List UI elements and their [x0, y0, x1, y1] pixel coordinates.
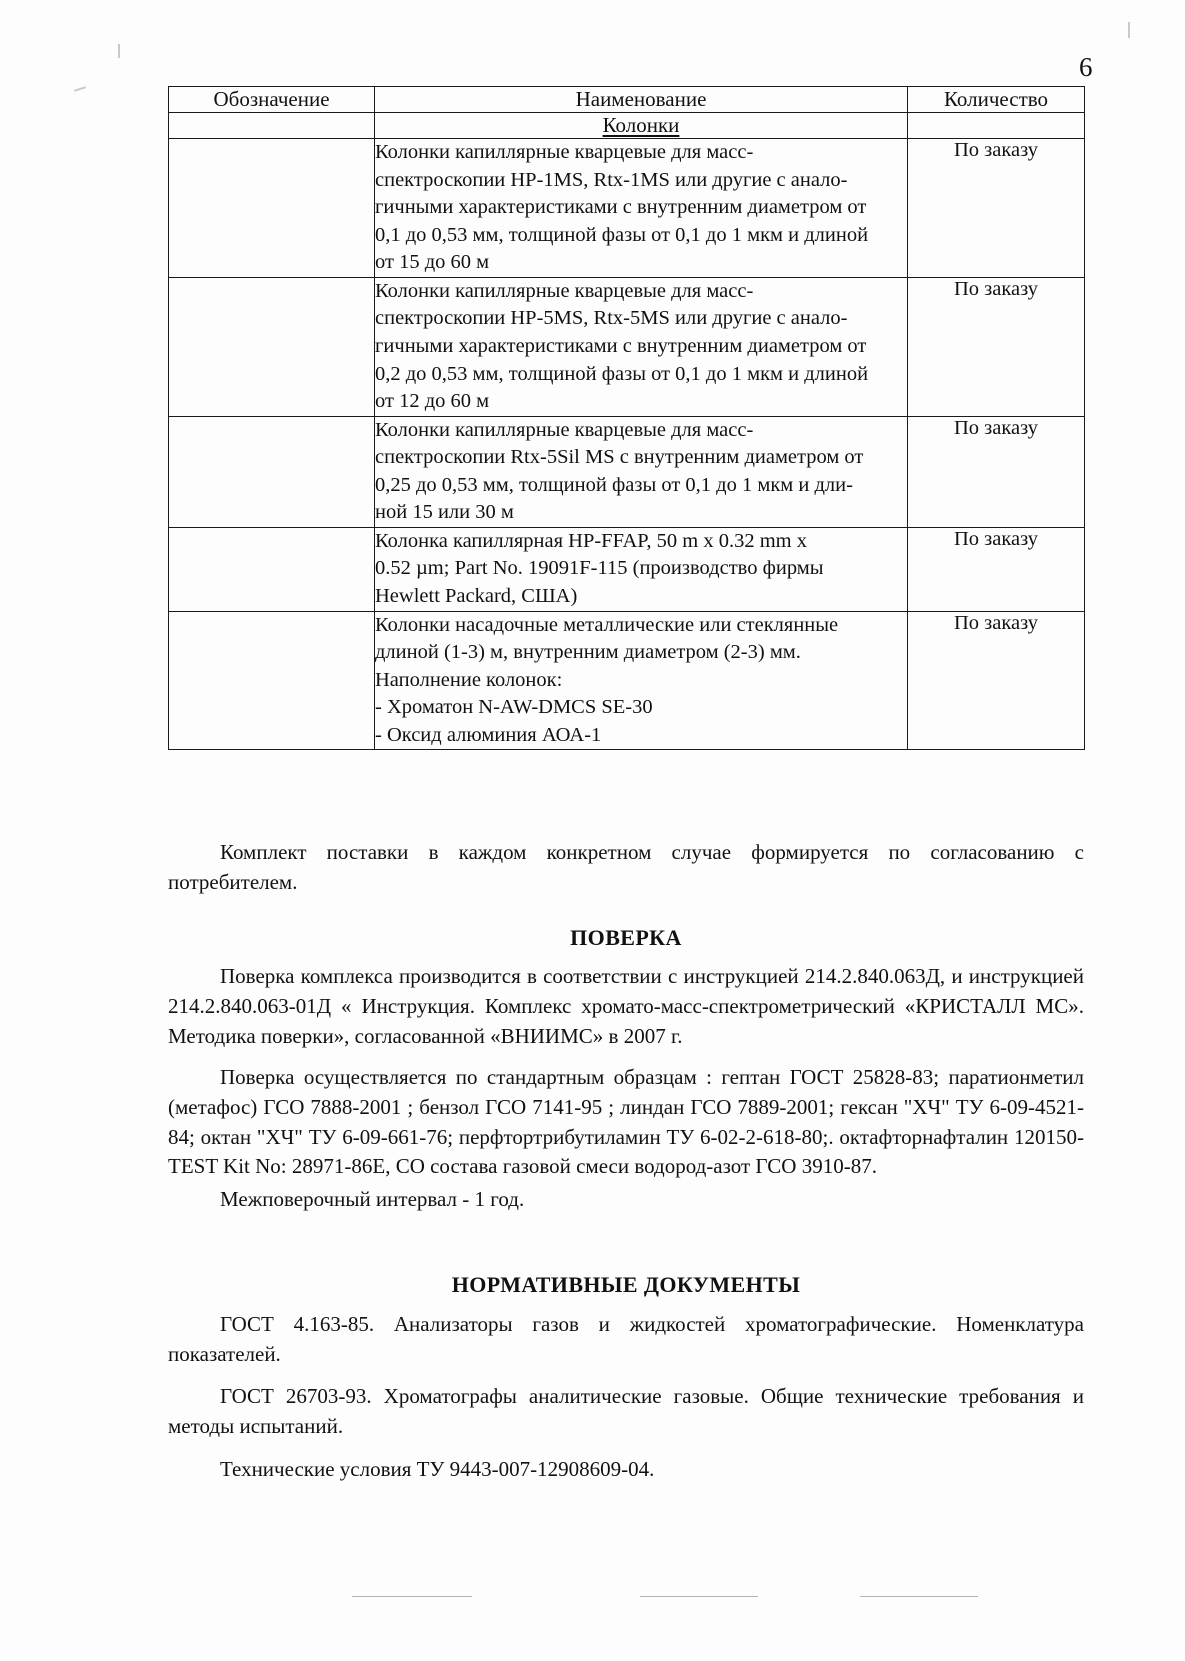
cell-text-line: ной 15 или 30 м — [375, 501, 514, 524]
header-name: Наименование — [375, 87, 908, 113]
section-quantity-cell — [908, 113, 1085, 139]
cell-text-line: Колонки насадочные металлические или стеклянные — [375, 613, 839, 636]
row-name-cell — [375, 527, 908, 611]
cell-text-line: Наполнение колонок: — [375, 668, 563, 691]
cell-text-line: 0,2 до 0,53 мм, толщиной фазы от 0,1 до 1 мкм и длиной — [375, 362, 869, 385]
cell-text-line: от 15 до 60 м — [375, 251, 490, 274]
row-name-cell — [375, 139, 908, 278]
cell-text-line: Колонки капиллярные кварцевые для масс- — [375, 418, 754, 441]
row-quantity-cell: По заказу — [908, 139, 1085, 278]
columns-spec-table — [168, 86, 1085, 750]
row-designation-cell — [169, 527, 375, 611]
scan-footer-rule-3 — [860, 1596, 978, 1597]
poverka-paragraph-2-block — [168, 1063, 1084, 1184]
cell-text-line: длиной (1-3) м, внутренним диаметром (2-3) мм. — [375, 641, 801, 664]
scan-footer-rule-1 — [352, 1596, 472, 1597]
cell-text-line: 0,25 до 0,53 мм, толщиной фазы от 0,1 до 1 мкм и дли- — [375, 473, 853, 496]
row-quantity-cell: По заказу — [908, 527, 1085, 611]
cell-text-line: спектроскопии HP-1MS, Rtx-1MS или другие с анало- — [375, 168, 848, 191]
row-designation-cell — [169, 277, 375, 416]
row-designation-cell — [169, 139, 375, 278]
cell-text-line: гичными характеристиками с внутренним диаметром от — [375, 196, 867, 219]
normdoc-paragraph-3: Технические условия ТУ 9443-007-12908609-04. — [220, 1457, 655, 1481]
normdoc-paragraph-2-block — [168, 1382, 1084, 1444]
cell-text-line: от 12 до 60 м — [375, 390, 490, 413]
cell-text-line: гичными характеристиками с внутренним диаметром от — [375, 334, 867, 357]
scan-footer-rule-2 — [640, 1596, 758, 1597]
cell-text-line: - Оксид алюминия АОА-1 — [375, 723, 602, 746]
row-designation-cell — [169, 611, 375, 750]
normdoc-paragraph-1-block — [168, 1310, 1084, 1372]
cell-text-line: Колонки капиллярные кварцевые для масс- — [375, 141, 754, 163]
normdoc-paragraph-3-block — [168, 1455, 1084, 1487]
cell-text-line: спектроскопии Rtx-5Sil MS с внутренним диаметром от — [375, 446, 864, 469]
komplekt-paragraph-block — [168, 838, 1084, 900]
table-row — [169, 611, 1085, 750]
cell-text-line: спектроскопии HP-5MS, Rtx-5MS или другие с анало- — [375, 307, 848, 330]
row-quantity-cell: По заказу — [908, 277, 1085, 416]
table-row — [169, 527, 1085, 611]
section-title-cell — [375, 113, 908, 139]
table-section-row — [169, 113, 1085, 139]
row-quantity-cell: По заказу — [908, 611, 1085, 750]
header-designation: Обозначение — [169, 87, 375, 113]
page-number: 6 — [1079, 52, 1093, 82]
header-quantity: Количество — [908, 87, 1085, 113]
section-title-text: Колонки — [602, 113, 680, 137]
scan-artifact-top-left — [118, 44, 120, 58]
poverka-paragraph-2: Поверка осуществляется по стандартным образцам : гептан ГОСТ 25828-83; паратионметил (метафос) ГСО 7888-2001 ; бензол ГСО 7141-95 ; линдан ГСО 7889-2001; гексан "ХЧ" ТУ 6-09-4521-84; октан "ХЧ" ТУ 6-09-661-76; перфтортрибутиламин ТУ 6-02-2-618-80;. октафторнафталин 120150-TEST Kit No: 28971-86E, СО состава газовой смеси водород-азот ГСО 3910-87. — [168, 1065, 1084, 1179]
poverka-paragraph-1: Поверка комплекса производится в соответствии с инструкцией 214.2.840.063Д, и инструкцией 214.2.840.063-01Д « Инструкция. Комплекс хромато-масс-спектрометрический «КРИСТАЛЛ МС». Методика поверки», согласованной «ВНИИМС» в 2007 г. — [168, 964, 1084, 1048]
poverka-paragraph-1-block — [168, 962, 1084, 1053]
interval-paragraph-block — [168, 1185, 1084, 1217]
cell-text-line: Hewlett Packard, США) — [375, 585, 578, 607]
scan-artifact-right-top — [1128, 22, 1130, 38]
interval-paragraph: Межповерочный интервал - 1 год. — [220, 1187, 525, 1211]
normative-documents-heading: НОРМАТИВНЫЕ ДОКУМЕНТЫ — [451, 1272, 801, 1297]
cell-text-line: 0.52 µm; Part No. 19091F-115 (производство фирмы — [375, 557, 824, 580]
table-row — [169, 277, 1085, 416]
row-name-cell — [375, 416, 908, 527]
normdoc-paragraph-2: ГОСТ 26703-93. Хроматографы аналитические газовые. Общие технические требования и методы испытаний. — [168, 1384, 1084, 1438]
row-designation-cell — [169, 416, 375, 527]
scan-artifact-left-dot — [74, 86, 86, 92]
cell-text-line: Колонки капиллярные кварцевые для масс- — [375, 279, 754, 302]
section-designation-cell — [169, 113, 375, 139]
table-row — [169, 416, 1085, 527]
table-body — [169, 113, 1085, 750]
table-row — [169, 139, 1085, 278]
cell-text-line: 0,1 до 0,53 мм, толщиной фазы от 0,1 до 1 мкм и длиной — [375, 223, 869, 246]
row-quantity-cell: По заказу — [908, 416, 1085, 527]
normdoc-paragraph-1: ГОСТ 4.163-85. Анализаторы газов и жидкостей хроматографические. Номенклатура показателей. — [168, 1312, 1084, 1366]
cell-text-line: Колонка капиллярная HP-FFAP, 50 m x 0.32 mm x — [375, 529, 807, 552]
row-name-cell — [375, 277, 908, 416]
row-name-cell — [375, 611, 908, 750]
komplekt-paragraph: Комплект поставки в каждом конкретном случае формируется по согласованию с потребителем. — [168, 840, 1084, 894]
poverka-heading: ПОВЕРКА — [570, 925, 682, 950]
cell-text-line: - Хроматон N-AW-DMCS SE-30 — [375, 696, 653, 719]
table-header-row — [169, 87, 1085, 113]
